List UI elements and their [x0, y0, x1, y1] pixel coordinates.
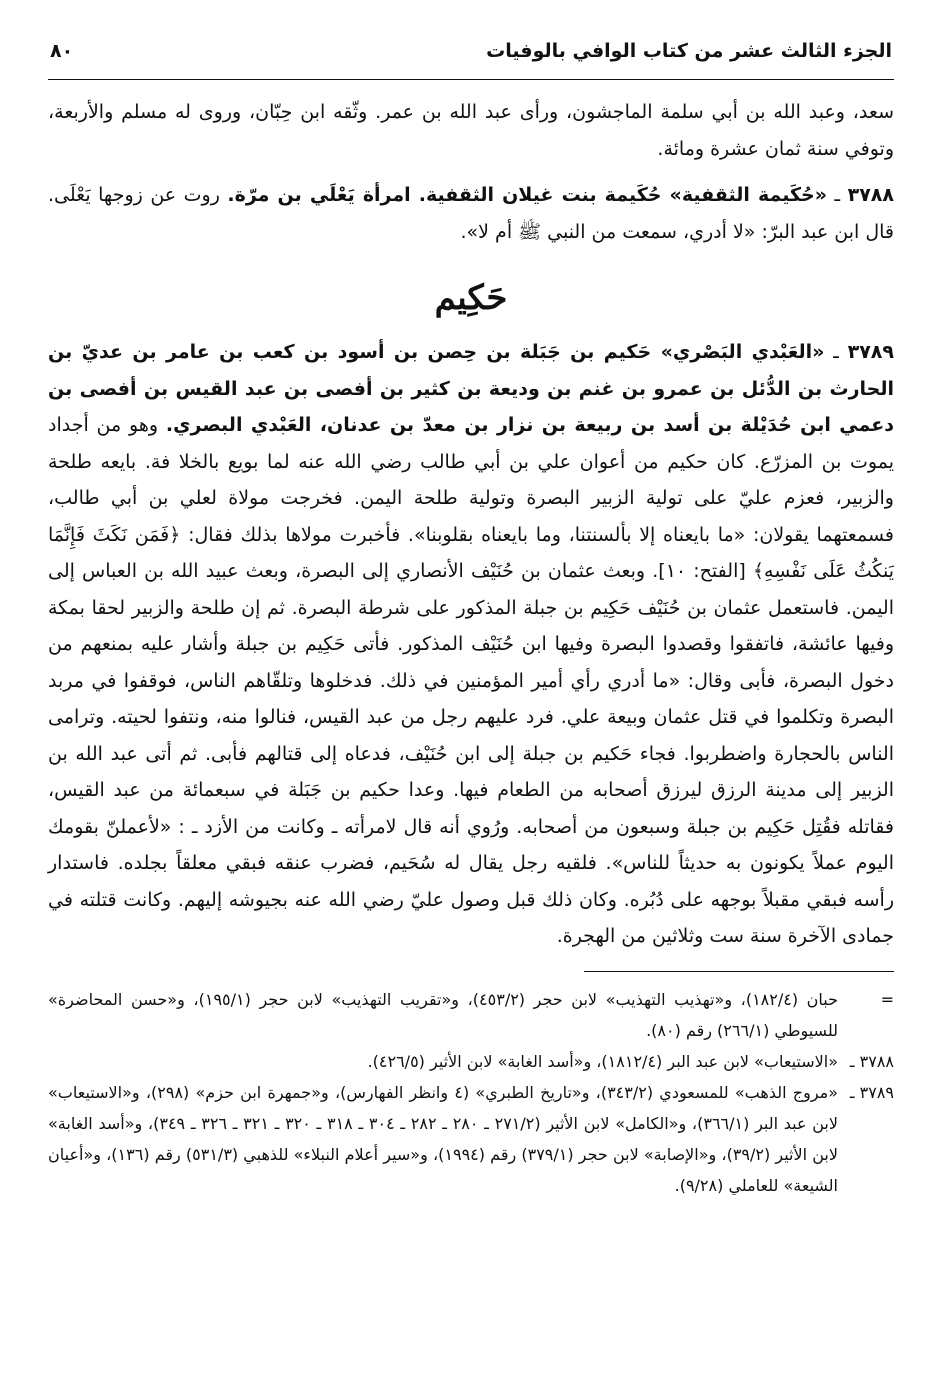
running-title: الجزء الثالث عشر من كتاب الوافي بالوفيات [486, 40, 892, 62]
entry-3788: ٣٧٨٨ ـ «حُكَيمة الثقفية» حُكَيمة بنت غيلان الثقفية. امرأة يَعْلَي بن مرّة. روت عن زوجها يَعْلَى. قال ابن عبد البرّ: «لا أدري، سمعت من النبي ﷺ أم لا». [48, 184, 894, 243]
page [48, 28, 894, 1201]
footnote [48, 1046, 894, 1077]
entry-3789: ٣٧٨٩ ـ «العَبْدي البَصْري» حَكيم بن جَبَلة بن حِصن بن أسود بن كعب بن عامر بن عديّ بن الحارث بن الدُّئل بن عمرو بن غنم بن وديعة بن كثير بن أفصى بن عبد القيس بن أفصى بن دعمي ابن حُدَيْلة بن أسد بن ربيعة بن نزار بن معدّ بن عدنان، العَبْدي البصري. وهو من أجداد يموت بن المزرّع. كان حكيم من أعوان علي بن أبي طالب رضي الله عنه لما بويع بالخلا فة. بايعه طلحة والزبير، فعزم عليّ على تولية الزبير البصرة وتولية طلحة اليمن. فخرجت مولاة لعلي بن أبي طالب، فسمعتهما يقولان: «ما بايعناه إلا بألسنتنا، وما بايعناه بقلوبنا». فأخبرت مولاها بذلك فقال: ﴿فَمَن نَكَثَ فَإِنَّمَا يَنكُثُ عَلَى نَفْسِهِ﴾ [الفتح: ١٠]. وبعث عثمان بن حُنَيْف الأنصاري إلى البصرة، وبعث عبيد الله بن العباس إلى اليمن. فاستعمل عثمان بن حُنَيْف حَكِيم بن جبلة المذكور على شرطة البصرة. ثم إن طلحة والزبير لحقا بمكة وفيها عائشة، فاتفقوا وقصدوا البصرة وفيها ابن حُنَيْف المذكور. فأتى حَكِيم بن جبلة وأشار عليه بمنعهم من دخول البصرة، فأبى وقال: «ما أدري رأي أمير المؤمنين في ذلك. فدخلوها وتلقّاهم الناس، فوقفوا في مربد البصرة وتكلموا في قتل عثمان وبيعة علي. فرد عليهم رجل من عبد القيس، فنالوا منه، ونتفوا لحيته. وترامى الناس بالحجارة واضطربوا. فجاء حَكيم بن جبلة إلى ابن حُنَيْف، فدعاه إلى قتالهم فأبى. ثم أتى عبد الله بن الزبير إلى مدينة الرزق ليرزق أصحابه من الطعام فيها. وعدا حكيم بن جَبَلة في سبعمائة من عبد القيس، فقاتله فقُتِل حَكِيم بن جبلة وسبعون من أصحابه. ورُوي أنه قال لامرأته ـ وكانت من الأزد ـ : «لأعملنّ بقومك اليوم عملاً يكونون به حديثاً للناس». فلقيه رجل يقال له سُحَيم، فضرب عنقه فبقي معلقاً بجلده. فاستدار رأسه فبقي مقبلاً بوجهه على دُبُره. وكان ذلك قبل وصول عليّ رضي الله عنه بجيوشه إليهم. وكانت قتلته في جمادى الآخرة سنة ست وثلاثين من الهجرة. [48, 341, 894, 947]
entry-heading: «حُكَيمة الثقفية» حُكَيمة بنت غيلان الثقفية. امرأة يَعْلَي بن مرّة. [227, 184, 827, 206]
footnote [48, 1077, 894, 1201]
footnotes [48, 984, 894, 1201]
footnote-text: «الاستيعاب» لابن عبد البر (١٨١٢/٤)، و«أسد الغابة» لابن الأثير (٤٢٦/٥). [367, 1051, 838, 1071]
continuation-paragraph: سعد، وعبد الله بن أبي سلمة الماجشون، ورأى عبد الله بن عمر. وثّقه ابن حِبّان، وروى له مسلم والأربعة، وتوفي سنة ثمان عشرة ومائة. [48, 101, 894, 160]
page-number: ٨٠ [50, 40, 74, 62]
entry-number: ٣٧٨٨ [847, 184, 894, 206]
page-header [48, 28, 894, 80]
footnote-divider [584, 971, 894, 972]
footnote-number: ٣٧٨٩ ـ [849, 1082, 894, 1102]
entry-heading: «العَبْدي البَصْري» حَكيم بن جَبَلة بن حِصن بن أسود بن كعب بن عامر بن عديّ بن الحارث بن الدُّئل بن عمرو بن غنم بن وديعة بن كثير بن أفصى بن عبد القيس بن أفصى بن دعمي ابن حُدَيْلة بن أسد بن ربيعة بن نزار بن معدّ بن عدنان، العَبْدي البصري. [48, 341, 894, 436]
entry-text: وهو من أجداد يموت بن المزرّع. كان حكيم من أعوان علي بن أبي طالب رضي الله عنه لما بويع بالخلا فة. بايعه طلحة والزبير، فعزم عليّ على تولية الزبير البصرة وتولية طلحة اليمن. فخرجت مولاة لعلي بن أبي طالب، فسمعتهما يقولان: «ما بايعناه إلا بألسنتنا، وما بايعناه بقلوبنا». فأخبرت مولاها بذلك فقال: ﴿فَمَن نَكَثَ فَإِنَّمَا يَنكُثُ عَلَى نَفْسِهِ﴾ [الفتح: ١٠]. وبعث عثمان بن حُنَيْف الأنصاري إلى البصرة، وبعث عبيد الله بن العباس إلى اليمن. فاستعمل عثمان بن حُنَيْف حَكِيم بن جبلة المذكور على شرطة البصرة. ثم إن طلحة والزبير لحقا بمكة وفيها عائشة، فاتفقوا وقصدوا البصرة وفيها ابن حُنَيْف المذكور. فأتى حَكِيم بن جبلة وأشار عليه بمنعهم من دخول البصرة، فأبى وقال: «ما أدري رأي أمير المؤمنين في ذلك. فدخلوها وتلقّاهم الناس، فوقفوا في مربد البصرة وتكلموا في قتل عثمان وبيعة علي. فرد عليهم رجل من عبد القيس، فنالوا منه، ونتفوا لحيته. وترامى الناس بالحجارة واضطربوا. فجاء حَكيم بن جبلة إلى ابن حُنَيْف، فدعاه إلى قتالهم فأبى. ثم أتى عبد الله بن الزبير إلى مدينة الرزق ليرزق أصحابه من الطعام فيها. وعدا حكيم بن جَبَلة في سبعمائة من عبد القيس، فقاتله فقُتِل حَكِيم بن جبلة وسبعون من أصحابه. ورُوي أنه قال لامرأته ـ وكانت من الأزد ـ : «لأعملنّ بقومك اليوم عملاً يكونون به حديثاً للناس». فلقيه رجل يقال له سُحَيم، فضرب عنقه فبقي معلقاً بجلده. فاستدار رأسه فبقي مقبلاً بوجهه على دُبُره. وكان ذلك قبل وصول عليّ رضي الله عنه بجيوشه إليهم. وكانت قتلته في جمادى الآخرة سنة ست وثلاثين من الهجرة. [48, 414, 894, 947]
footnote-number: = [880, 989, 894, 1009]
footnote [48, 984, 894, 1046]
section-title: حَكِيم [434, 278, 508, 318]
body-text [48, 94, 894, 955]
entry-text: روت عن زوجها يَعْلَى. قال ابن عبد البرّ: «لا أدري، سمعت من النبي ﷺ أم لا». [48, 184, 894, 243]
footnote-number: ٣٧٨٨ ـ [849, 1051, 894, 1071]
footnote-text: حبان (١٨٢/٤)، و«تهذيب التهذيب» لابن حجر (٤٥٣/٢)، و«تقريب التهذيب» لابن حجر (١٩٥/١)، و«حسن المحاضرة» للسيوطي (٢٦٦/١) رقم (٨٠). [48, 989, 839, 1040]
footnote-text: «مروج الذهب» للمسعودي (٣٤٣/٢)، و«تاريخ الطبري» (٤ وانظر الفهارس)، و«جمهرة ابن حزم» (٢٩٨)، و«الاستيعاب» لابن عبد البر (٣٦٦/١)، و«الكامل» لابن الأثير (٢٧١/٢ ـ ٢٨٠ ـ ٢٨٢ ـ ٣٠٤ ـ ٣١٨ ـ ٣٢٠ ـ ٣٢١ ـ ٣٢٦ ـ ٣٤٩)، و«أسد الغابة» لابن الأثير (٣٩/٢)، و«الإصابة» لابن حجر (٣٧٩/١) رقم (١٩٩٤)، و«سير أعلام النبلاء» للذهبي (٥٣١/٣) رقم (١٣٦)، و«أعيان الشيعة» للعاملي (٩/٢٨). [48, 1082, 839, 1195]
entry-number: ٣٧٨٩ [847, 341, 894, 363]
